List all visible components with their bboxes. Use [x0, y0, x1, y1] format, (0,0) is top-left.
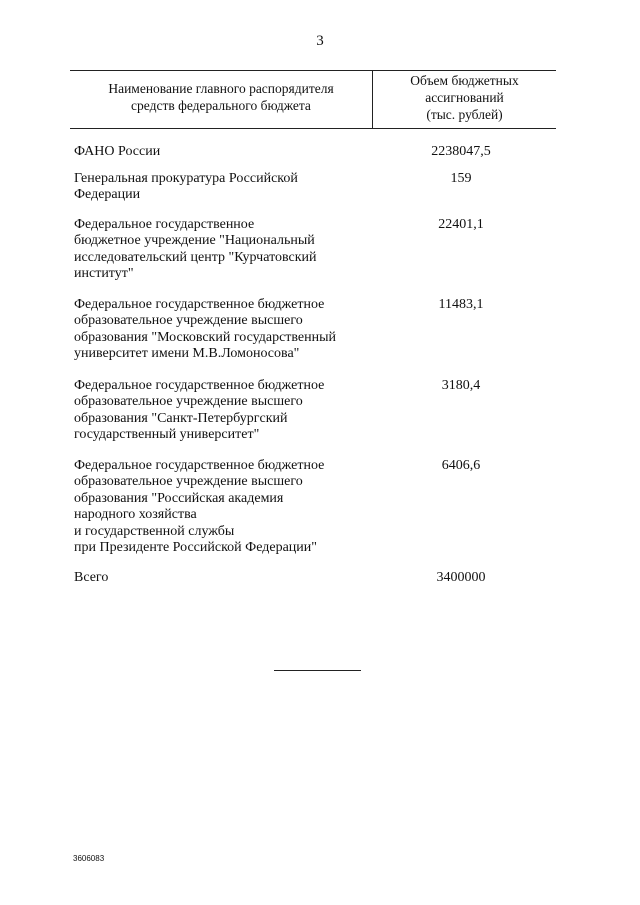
row-value: 3180,4 — [441, 377, 481, 393]
row-name: Федеральное государственное бюджетное учреждение "Национальный исследовательский центр "Курчатовский институт" — [74, 216, 317, 281]
row-name: Федеральное государственное бюджетное образовательное учреждение высшего образования "Российская академия народного хозяйства и государственной службы при Президенте Российской Федерации" — [74, 457, 325, 555]
table-body — [70, 144, 556, 586]
row-value: 22401,1 — [438, 216, 484, 232]
end-separator-line — [274, 670, 361, 671]
table-row — [70, 378, 556, 444]
total-value: 3400000 — [436, 569, 486, 585]
row-value: 2238047,5 — [431, 144, 491, 159]
row-value: 6406,6 — [441, 457, 481, 473]
row-name: ФАНО России — [74, 144, 161, 159]
footer-document-code: 3606083 — [73, 854, 105, 863]
row-name: Федеральное государственное бюджетное образовательное учреждение высшего образования "Санкт-Петербургский государственный университет" — [74, 377, 325, 442]
row-value: 159 — [450, 170, 472, 186]
header-amount-column: Объем бюджетных ассигнований (тыс. рублей) — [410, 73, 519, 122]
row-name: Генеральная прокуратура Российской Федерации — [74, 170, 298, 202]
table-row-total — [70, 570, 556, 587]
budget-table — [70, 70, 556, 586]
table-row — [70, 171, 556, 204]
header-name-column: Наименование главного распорядителя средств федерального бюджета — [108, 81, 334, 113]
table-header — [70, 70, 556, 129]
table-row — [70, 297, 556, 363]
table-row — [70, 217, 556, 283]
page-number: 3 — [316, 33, 324, 49]
row-value: 11483,1 — [438, 296, 484, 312]
table-row — [70, 144, 556, 161]
total-label: Всего — [74, 569, 109, 585]
table-row — [70, 458, 556, 557]
row-name: Федеральное государственное бюджетное образовательное учреждение высшего образования "Московский государственный университет имени М.В.Ломоносова" — [74, 296, 337, 361]
